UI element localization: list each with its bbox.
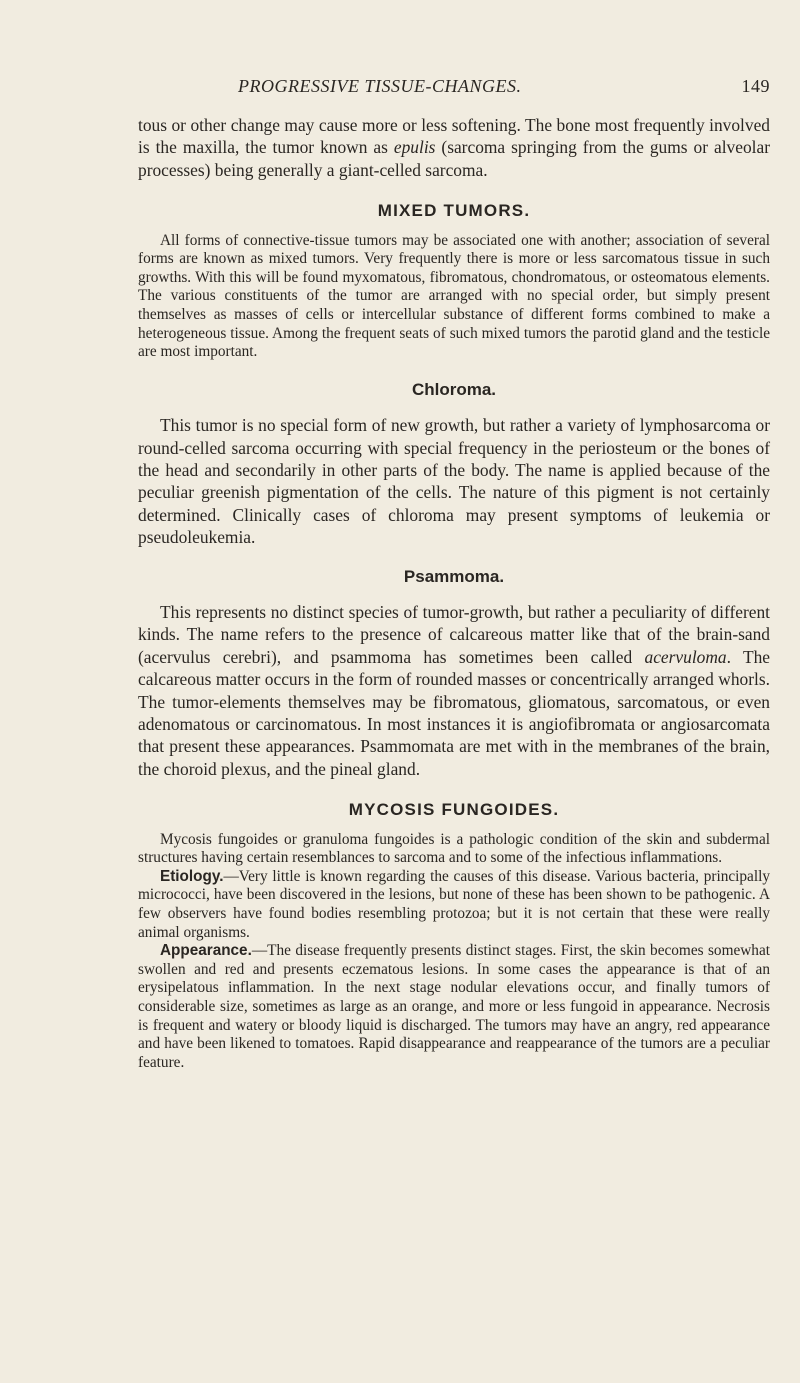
psammoma-section (138, 566, 770, 781)
page-number: 149 (741, 76, 770, 96)
mycosis-section (138, 799, 770, 1072)
running-head-title: PROGRESSIVE TISSUE-CHANGES. (238, 76, 522, 96)
psammoma-heading: Psammoma. (403, 566, 505, 586)
psammoma-paragraph (138, 601, 770, 780)
intro-text-1: tous or other change may cause more or less softening. The bone most frequently involved is the maxilla, the tumor known as (138, 115, 770, 158)
mixed-tumors-section (138, 200, 770, 362)
page-body (138, 114, 770, 1072)
appearance-paragraph (138, 942, 770, 1072)
etiology-text: —Very little is known regarding the causes of this disease. Various bacteria, principally micrococci, have been discovered in the lesions, but none of these has been shown to be pathogenic. A few observers have found bodies resembling protozoa; but it is not certain that these were really animal organisms. (138, 867, 770, 941)
intro-text-2: (sarcoma springing from the gums or alveolar processes) being generally a giant-celled sarcoma. (138, 137, 770, 180)
chloroma-section (138, 379, 770, 549)
psammoma-text-1: This represents no distinct species of tumor-growth, but rather a peculiarity of different kinds. The name refers to the presence of calcareous matter like that of the brain-sand (acervulus cerebri), and psammoma has sometimes been called (138, 602, 770, 667)
psammoma-text-2: . The calcareous matter occurs in the form of rounded masses or concentrically arranged whorls. The tumor-elements themselves may be fibromatous, gliomatous, sarcomatous, or even adenomatous or carcinomatous. In most instances it is angiofibromata or angiosarcomata that present these appearances. Psammomata are met with in the membranes of the brain, the choroid plexus, and the pineal gland. (138, 646, 771, 779)
intro-paragraph (138, 114, 770, 181)
mycosis-paragraph: Mycosis fungoides or granuloma fungoides is a pathologic condition of the skin and subdermal structures having certain resemblances to sarcoma and to some of the infectious inflammations. (138, 830, 770, 867)
intro-term: epulis (393, 137, 436, 158)
chloroma-heading: Chloroma. (411, 379, 497, 399)
appearance-label: Appearance. (160, 942, 252, 960)
psammoma-term: acervuloma (644, 646, 727, 667)
chloroma-paragraph: This tumor is no special form of new growth, but rather a variety of lymphosarcoma or round-celled sarcoma occurring with special frequency in the periosteum or the bones of the head and secondarily in other parts of the body. The name is applied because of the peculiar greenish pigmentation of the cells. The nature of this pigment is not certainly determined. Clinically cases of chloroma may present symptoms of leukemia or pseudoleukemia. (138, 415, 770, 548)
etiology-paragraph (138, 868, 770, 942)
mixed-tumors-paragraph: All forms of connective-tissue tumors may be associated one with another; association of several forms are known as mixed tumors. Very frequently there is more or less sarcomatous tissue in such growths. With this will be found myxomatous, fibromatous, chondromatous, or osteomatous elements. The various constituents of the tumor are arranged with no special order, but simply present themselves as masses of cells or intercellular substance of different forms combined to make a heterogeneous tissue. Among the frequent seats of such mixed tumors the parotid gland and the testicle are most important. (138, 231, 770, 361)
appearance-text: —The disease frequently presents distinct stages. First, the skin becomes somewhat swollen and red and presents eczematous lesions. In some cases the appearance is that of an erysipelatous inflammation. In the next stage nodular elevations occur, and finally tumors of considerable size, sometimes as large as an orange, and more or less fungoid in appearance. Necrosis is frequent and watery or bloody liquid is discharged. The tumors may have an angry, red appearance and have been likened to tomatoes. Rapid disappearance and reappearance of the tumors are a peculiar feature. (138, 942, 770, 1071)
mixed-tumors-heading: MIXED TUMORS. (377, 201, 531, 221)
mycosis-heading: MYCOSIS FUNGOIDES. (348, 800, 560, 820)
etiology-label: Etiology. (160, 867, 224, 885)
